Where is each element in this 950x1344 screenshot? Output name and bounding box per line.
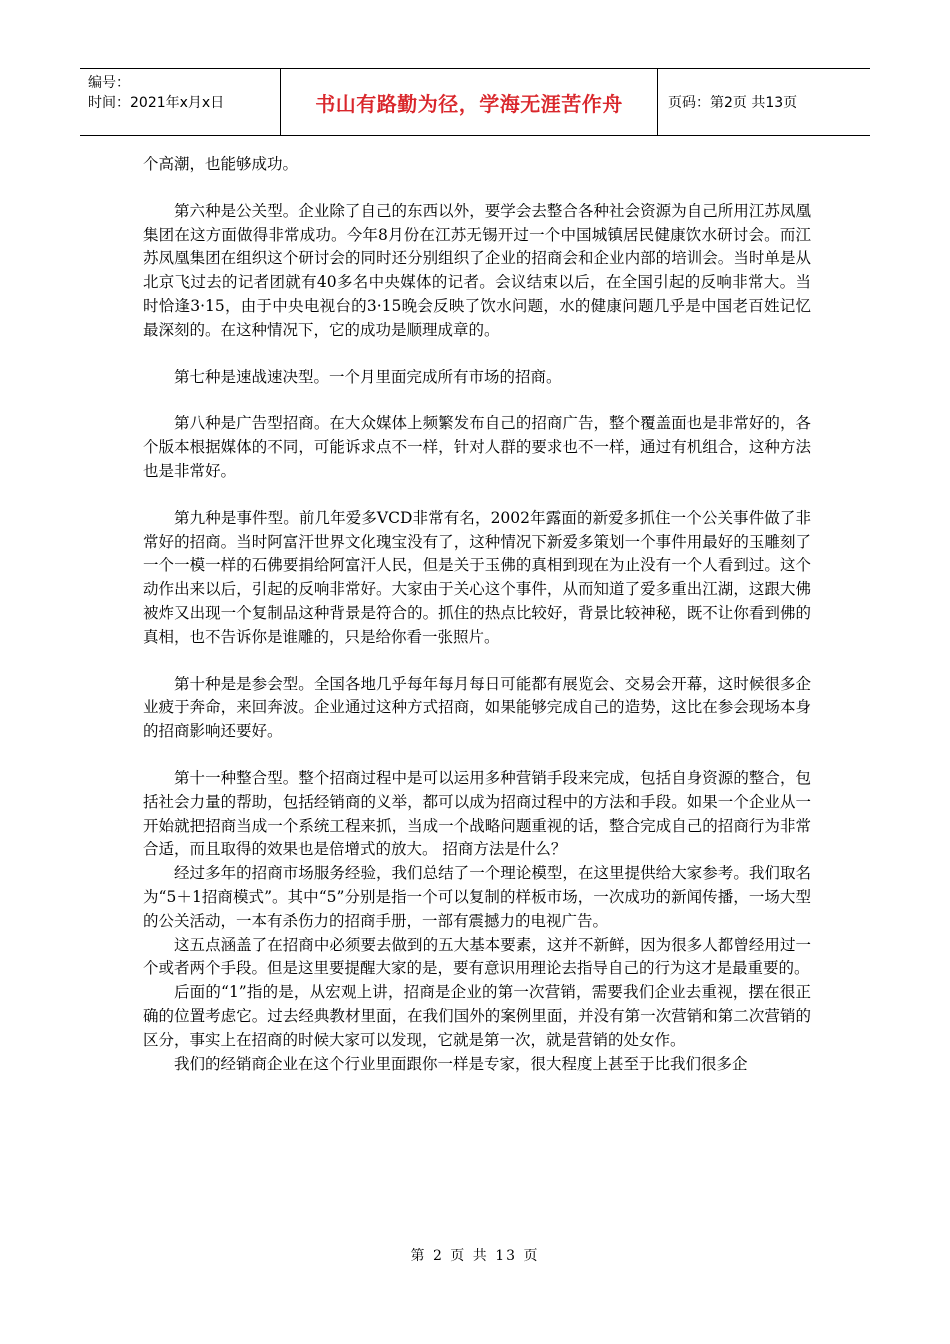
paragraph: 第八种是广告型招商。在大众媒体上频繁发布自己的招商广告，整个覆盖面也是非常好的，各个版本根据媒体的不同，可能诉求点不一样，针对人群的要求也不一样，通过有机组合，这种方法也是非常好。	[143, 414, 811, 480]
paragraph: 第九种是事件型。前几年爱多VCD非常有名，2002年露面的新爱多抓住一个公关事件做了非常好的招商。当时阿富汗世界文化瑰宝没有了，这种情况下新爱多策划一个事件用最好的玉雕刻了一个一模一样的石佛要捐给阿富汗人民，但是关于玉佛的真相到现在为止没有一个人看到过。这个动作出来以后，引起的反响非常好。大家由于关心这个事件，从而知道了爱多重出江湖，这跟大佛被炸又出现一个复制品这种背景是符合的。抓住的热点比较好，背景比较神秘，既不让你看到佛的真相，也不告诉你是谁雕的，只是给你看一张照片。	[143, 508, 811, 646]
header-meta	[80, 69, 280, 135]
paragraph: 这五点涵盖了在招商中必须要去做到的五大基本要素，这并不新鲜，因为很多人都曾经用过一个或者两个手段。但是这里要提醒大家的是，要有意识用理论去指导自己的行为这才是最重要的。	[143, 935, 811, 978]
document-date-label: 时间：2021年x月x日	[88, 95, 225, 111]
page-header	[80, 68, 870, 136]
paragraph: 我们的经销商企业在这个行业里面跟你一样是专家，很大程度上甚至于比我们很多企	[174, 1054, 748, 1073]
page-footer: 第 2 页 共 13 页	[410, 1248, 540, 1264]
document-body	[143, 153, 811, 1076]
header-motto-cell	[280, 69, 658, 135]
paragraph: 第六种是公关型。企业除了自己的东西以外，要学会去整合各种社会资源为自己所用江苏凤凰集团在这方面做得非常成功。今年8月份在江苏无锡开过一个中国城镇居民健康饮水研讨会。而江苏凤凰集团在组织这个研讨会的同时还分别组织了企业的招商会和企业内部的培训会。当时单是从北京飞过去的记者团就有40多名中央媒体的记者。会议结束以后，在全国引起的反响非常大。当时恰逢3·15，由于中央电视台的3·15晚会反映了饮水问题，水的健康问题几乎是中国老百姓记忆最深刻的。在这种情况下，它的成功是顺理成章的。	[143, 201, 811, 339]
header-page-info: 页码：第2页 共13页	[668, 95, 798, 111]
paragraph: 经过多年的招商市场服务经验，我们总结了一个理论模型，在这里提供给大家参考。我们取名为“5＋1招商模式”。其中“5”分别是指一个可以复制的样板市场，一次成功的新闻传播，一场大型的公关活动，一本有杀伤力的招商手册，一部有震撼力的电视广告。	[143, 864, 811, 930]
paragraph: 第十一种整合型。整个招商过程中是可以运用多种营销手段来完成，包括自身资源的整合，包括社会力量的帮助，包括经销商的义举，都可以成为招商过程中的方法和手段。如果一个企业从一开始就把招商当成一个系统工程来抓，当成一个战略问题重视的话，整合完成自己的招商行为非常合适，而且取得的效果也是倍增式的放大。 招商方法是什么？	[143, 768, 811, 859]
paragraph: 第十种是是参会型。全国各地几乎每年每月每日可能都有展览会、交易会开幕，这时候很多企业疲于奔命，来回奔波。企业通过这种方式招商，如果能够完成自己的造势，这比在参会现场本身的招商影响还要好。	[143, 674, 811, 741]
header-motto: 书山有路勤为径，学海无涯苦作舟	[315, 91, 623, 116]
paragraph: 个高潮，也能够成功。	[143, 155, 299, 173]
header-page-info-cell	[658, 69, 870, 135]
paragraph: 第七种是速战速决型。一个月里面完成所有市场的招商。	[174, 367, 562, 386]
document-number-label: 编号：	[88, 75, 130, 91]
paragraph: 后面的“1”指的是，从宏观上讲，招商是企业的第一次营销，需要我们企业去重视，摆在很正确的位置考虑它。过去经典教材里面，在我们国外的案例里面，并没有第一次营销和第二次营销的区分，事实上在招商的时候大家可以发现，它就是第一次，就是营销的处女作。	[143, 983, 811, 1049]
